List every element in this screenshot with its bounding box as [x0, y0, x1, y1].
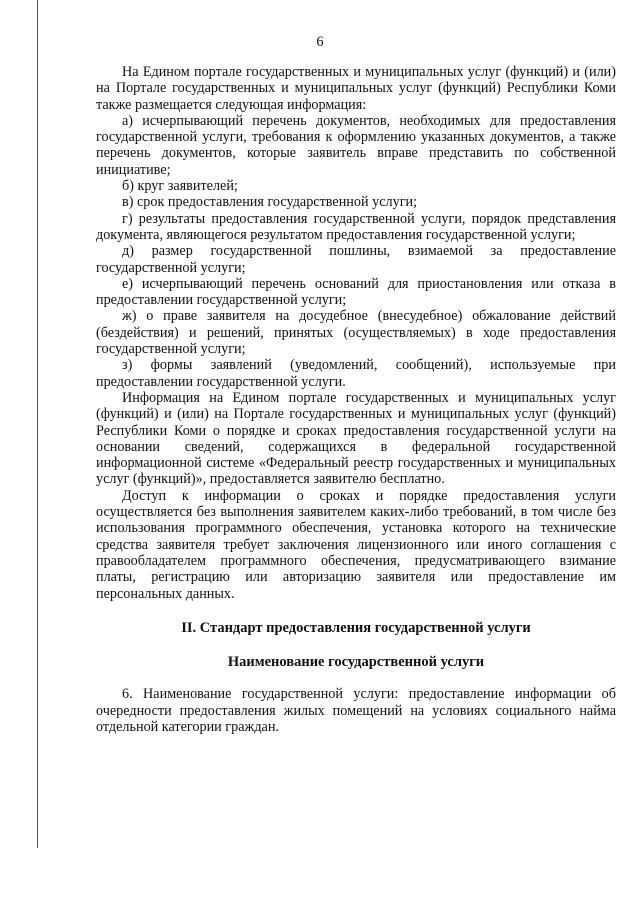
access-paragraph: Доступ к информации о сроках и порядке предоставления услуги осуществляется без выполнения заявителем каких-либо требований, в том числе без использования программного обеспечения, установка которого на технические средства заявителя требует заключения лицензионного или иного соглашения с правообладателем программного обеспечения, предусматривающего взимание платы, регистрацию или авторизацию заявителя или предоставление им персональных данных. [96, 487, 616, 602]
scan-edge-line [37, 0, 38, 848]
page-number: 6 [316, 34, 324, 50]
intro-paragraph: На Едином портале государственных и муниципальных услуг (функций) и (или) на Портале государственных и муниципальных услуг (функций) Республики Коми также размещается следующая информация: [96, 64, 616, 113]
list-item-d: д) размер государственной пошлины, взимаемой за предоставление государственной услуги; [96, 243, 616, 276]
document-body [96, 64, 616, 735]
subsection-heading: Наименование государственной услуги [227, 654, 485, 671]
service-name-paragraph: 6. Наименование государственной услуги: предоставление информации об очередности предоставления жилых помещений на условиях социального найма отдельной категории граждан. [96, 686, 616, 735]
info-free-paragraph: Информация на Едином портале государственных и муниципальных услуг (функций) и (или) на Портале государственных и муниципальных услуг (функций) Республики Коми о порядке и сроках предоставления государственной услуги на основании сведений, содержащихся в федеральной государственной информационной системе «Федеральный реестр государственных и муниципальных услуг (функций)», предоставляется заявителю бесплатно. [96, 389, 616, 488]
list-item-a: а) исчерпывающий перечень документов, необходимых для предоставления государственной услуги, требования к оформлению указанных документов, а также перечень документов, которые заявитель вправе представить по собственной инициативе; [96, 112, 616, 178]
list-item-e: е) исчерпывающий перечень оснований для приостановления или отказа в предоставлении государственной услуги; [96, 275, 616, 309]
section-heading: II. Стандарт предоставления государственной услуги [181, 619, 531, 636]
list-item-g: г) результаты предоставления государственной услуги, порядок представления документа, являющегося результатом предоставления государственной услуги; [96, 210, 616, 243]
list-item-zh: ж) о праве заявителя на досудебное (внесудебное) обжалование действий (бездействия) и решений, принятых (осуществляемых) в ходе предоставления государственной услуги; [96, 308, 616, 358]
list-item-b: б) круг заявителей; [122, 178, 238, 195]
list-item-v: в) срок предоставления государственной услуги; [122, 194, 418, 211]
list-item-z: з) формы заявлений (уведомлений, сообщений), используемые при предоставлении государственной услуги. [96, 357, 616, 390]
